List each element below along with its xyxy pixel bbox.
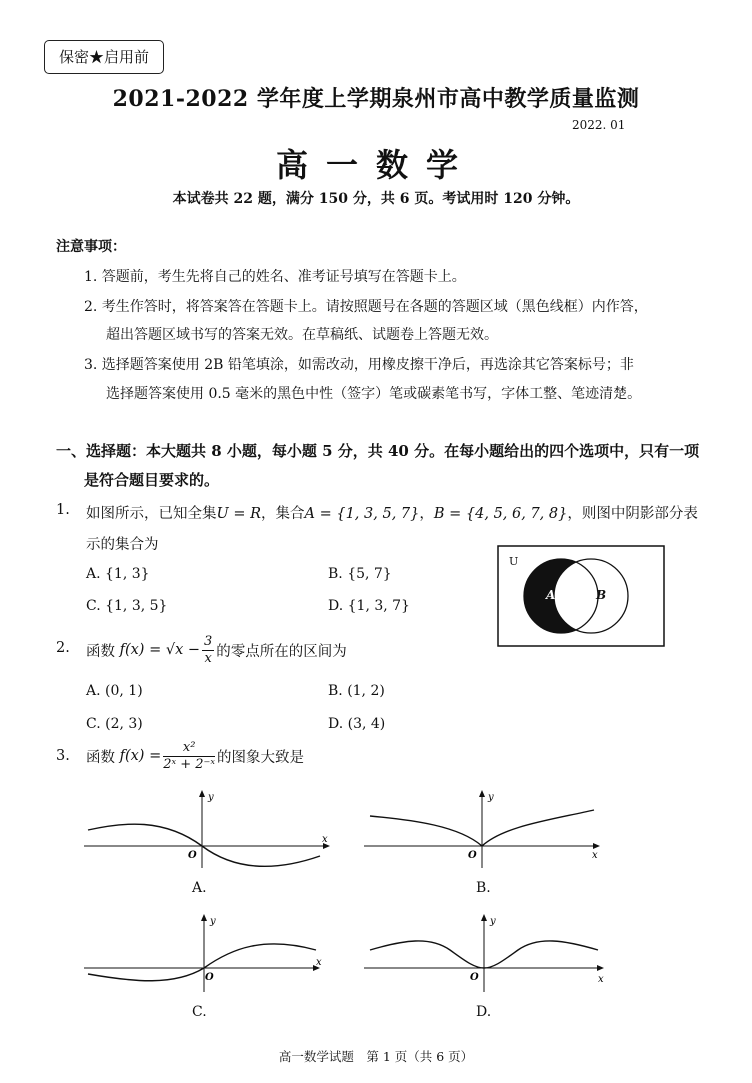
q1-option-a[interactable]: A. {1, 3} (86, 566, 150, 582)
q3-frac-num: x² (163, 740, 215, 757)
q1-text-c: ， (419, 506, 434, 522)
venn-label-u: U (509, 555, 519, 568)
q3-text-a: 函数 (86, 749, 115, 766)
graph-d-label[interactable]: D. (476, 1004, 492, 1020)
venn-label-b: B (596, 588, 607, 602)
q1-number: 1. (56, 502, 70, 518)
graph-b-label[interactable]: B. (476, 880, 491, 896)
q2-text-b: 的零点所在的区间为 (216, 643, 347, 660)
page-footer: 高一数学试题 第 1 页（共 6 页） (278, 1049, 474, 1064)
graph-d[interactable] (364, 910, 614, 994)
q1-option-d[interactable]: D. {1, 3, 7} (328, 598, 410, 614)
graph-c-origin: O (205, 972, 214, 983)
q2-text (86, 630, 347, 670)
q2-number: 2. (56, 640, 70, 656)
q2-fraction (202, 634, 214, 667)
q2-frac-den: x (204, 650, 212, 666)
graph-d-y-label: y (490, 916, 496, 927)
q1-option-c[interactable]: C. {1, 3, 5} (86, 598, 168, 614)
q3-text (86, 736, 304, 776)
notice-item-3: 3. 选择题答案使用 2B 铅笔填涂，如需改动，用橡皮擦干净后，再选涂其它答案标号；非 (84, 357, 634, 373)
q2-frac-num: 3 (204, 633, 213, 649)
exam-info: 本试卷共 22 题，满分 150 分，共 6 页。考试用时 120 分钟。 (172, 191, 580, 207)
notice-item-3-cont: 选择题答案使用 0.5 毫米的黑色中性（签字）笔或碳素笔书写，字体工整、笔迹清楚。 (106, 386, 642, 402)
graph-b[interactable] (364, 786, 614, 870)
q2-option-b[interactable]: B. (1, 2) (328, 683, 385, 699)
q1-text-line2: 示的集合为 (86, 537, 159, 553)
graph-b-origin: O (468, 850, 477, 861)
graph-b-y-label: y (488, 792, 494, 803)
graph-c-y-label: y (210, 916, 216, 927)
venn-label-a: A (546, 588, 556, 602)
q1-set-u: U = R (216, 506, 262, 522)
graph-d-x-label: x (598, 974, 604, 985)
q1-text-b: ，集合 (261, 506, 305, 522)
venn-diagram (497, 545, 665, 647)
graph-c[interactable] (84, 910, 334, 994)
graph-c-x-label: x (316, 957, 322, 968)
q2-text-a: 函数 (86, 643, 115, 660)
graph-a-label[interactable]: A. (192, 880, 207, 896)
section-heading: 一、选择题：本大题共 8 小题，每小题 5 分，共 40 分。在每小题给出的四个选项中，只有一项 (56, 442, 700, 460)
q3-fraction (163, 740, 215, 773)
q3-func: f(x) = (119, 748, 162, 764)
notice-item-2-cont: 超出答题区域书写的答案无效。在草稿纸、试题卷上答题无效。 (106, 327, 498, 343)
q1-set-b: B = {4, 5, 6, 7, 8} (433, 506, 568, 522)
q3-frac-den: 2ˣ + 2⁻ˣ (163, 756, 216, 772)
q3-number: 3. (56, 748, 70, 764)
q1-option-b[interactable]: B. {5, 7} (328, 566, 392, 582)
q2-option-c[interactable]: C. (2, 3) (86, 716, 143, 732)
q1-text-d: ，则图中阴影部分表 (567, 506, 698, 522)
q2-option-a[interactable]: A. (0, 1) (86, 683, 143, 699)
graph-a-origin: O (188, 850, 197, 861)
notice-heading: 注意事项： (56, 239, 126, 255)
q2-func: f(x) = √x − (119, 642, 201, 658)
confidential-stamp: 保密★启用前 (44, 40, 164, 74)
q1-text (86, 502, 698, 523)
exam-date: 2022. 01 (572, 118, 626, 132)
exam-title: 2021-2022 学年度上学期泉州市高中教学质量监测 (112, 86, 640, 112)
graph-d-origin: O (470, 972, 479, 983)
subject-title: 高一数学 (275, 146, 476, 184)
graph-a-y-label: y (208, 792, 214, 803)
notice-item-1: 1. 答题前，考生先将自己的姓名、准考证号填写在答题卡上。 (84, 269, 466, 285)
graph-b-x-label: x (592, 850, 598, 861)
q1-set-a: A = {1, 3, 5, 7} (304, 506, 420, 522)
section-heading-cont: 是符合题目要求的。 (84, 471, 220, 489)
graph-a-x-label: x (322, 834, 328, 845)
graph-c-label[interactable]: C. (192, 1004, 207, 1020)
q2-option-d[interactable]: D. (3, 4) (328, 716, 386, 732)
notice-item-2: 2. 考生作答时，将答案答在答题卡上。请按照题号在各题的答题区域（黑色线框）内作答， (84, 299, 648, 315)
q3-text-b: 的图象大致是 (217, 749, 305, 766)
q1-text-a: 如图所示，已知全集 (86, 506, 217, 522)
graph-a[interactable] (84, 786, 334, 870)
